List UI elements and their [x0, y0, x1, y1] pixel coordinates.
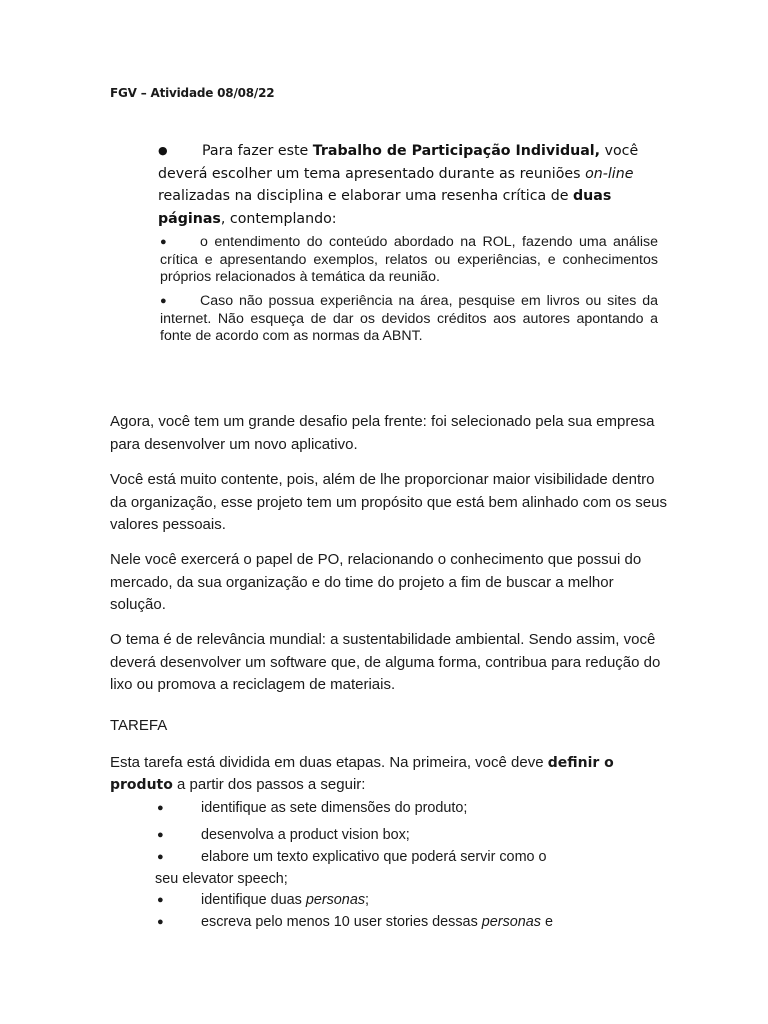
task-intro-text: a partir dos passos a seguir: — [172, 776, 366, 793]
sub-bullet-text: o entendimento do conteúdo abordado na ROL, fazendo uma análise crítica e apresentando exemplos, relatos ou experiências, e conhecimentos próprios relacionados à temática da reunião. — [160, 234, 658, 285]
paragraph: O tema é de relevância mundial: a sustentabilidade ambiental. Sendo assim, você deverá desenvolver um software que, de alguma forma, contribua para redução do lixo ou promova a reciclagem de materiais. — [110, 631, 661, 693]
paragraph: Agora, você tem um grande desafio pela frente: foi selecionado pela sua empresa para desenvolver um novo aplicativo. — [110, 413, 655, 453]
intro-bold-pages: duas páginas — [158, 188, 612, 227]
list-item-italic: personas — [305, 891, 366, 908]
intro-bold-tpi: Trabalho de Participação Individual, — [312, 143, 601, 159]
intro-italic-online: on-line — [585, 165, 634, 182]
list-item-text: identifique duas — [201, 891, 306, 908]
steps-list — [157, 797, 627, 934]
paragraph: Você está muito contente, pois, além de lhe proporcionar maior visibilidade dentro da organização, esse projeto tem um propósito que está bem alinhado com os seus valores pessoais. — [110, 471, 667, 533]
list-item-text: desenvolva a product vision box; — [201, 826, 410, 843]
bullet-icon: ● — [157, 851, 164, 863]
sub-bullet-text: Caso não possua experiência na área, pesquise em livros ou sites da internet. Não esqueça de dar os devidos créditos aos autores apontando a fonte de acordo com as normas da ABNT. — [160, 293, 658, 344]
intro-text: , contemplando: — [220, 210, 337, 227]
list-item-text: elabore um texto explicativo que poderá servir como o — [201, 849, 547, 865]
task-intro-bold: definir o produto — [110, 755, 614, 793]
task-intro-paragraph — [110, 752, 670, 796]
bullet-icon: ● — [160, 295, 167, 307]
list-item-italic: personas — [481, 914, 541, 930]
bullet-icon: ● — [157, 828, 164, 841]
sub-bullet-item — [160, 293, 658, 346]
list-item-text: e — [540, 914, 553, 930]
list-item-text: escreva pelo menos 10 user stories dessas — [201, 914, 482, 930]
bullet-icon: ● — [157, 893, 164, 906]
bullet-icon: ● — [157, 802, 164, 814]
list-item-text: ; — [365, 891, 370, 908]
list-item — [157, 846, 627, 869]
section-heading-tarefa: TAREFA — [110, 717, 168, 734]
paragraph: Nele você exercerá o papel de PO, relacionando o conhecimento que possui do mercado, da sua organização e do time do projeto a fim de buscar a melhor solução. — [110, 551, 642, 613]
intro-text: realizadas na disciplina e elaborar uma resenha crítica de — [158, 188, 573, 204]
intro-text: Para fazer este — [202, 143, 313, 159]
task-intro-text: Esta tarefa está dividida em duas etapas. Na primeira, você deve — [110, 754, 548, 771]
bullet-icon: ● — [157, 916, 164, 928]
intro-bullet-paragraph — [158, 140, 658, 230]
list-item — [157, 889, 627, 912]
list-item-continuation: seu elevator speech; — [155, 870, 288, 887]
list-item — [157, 911, 627, 934]
list-item — [157, 797, 627, 820]
list-item-text: identifique as sete dimensões do produto; — [201, 800, 468, 816]
sub-bullet-item — [160, 234, 658, 287]
intro-text: você deverá escolher um tema apresentado durante as reuniões — [158, 143, 639, 182]
bullet-icon: ● — [160, 236, 167, 248]
bullet-icon: ● — [158, 144, 168, 157]
list-item — [157, 824, 627, 847]
document-header: FGV – Atividade 08/08/22 — [110, 86, 275, 100]
